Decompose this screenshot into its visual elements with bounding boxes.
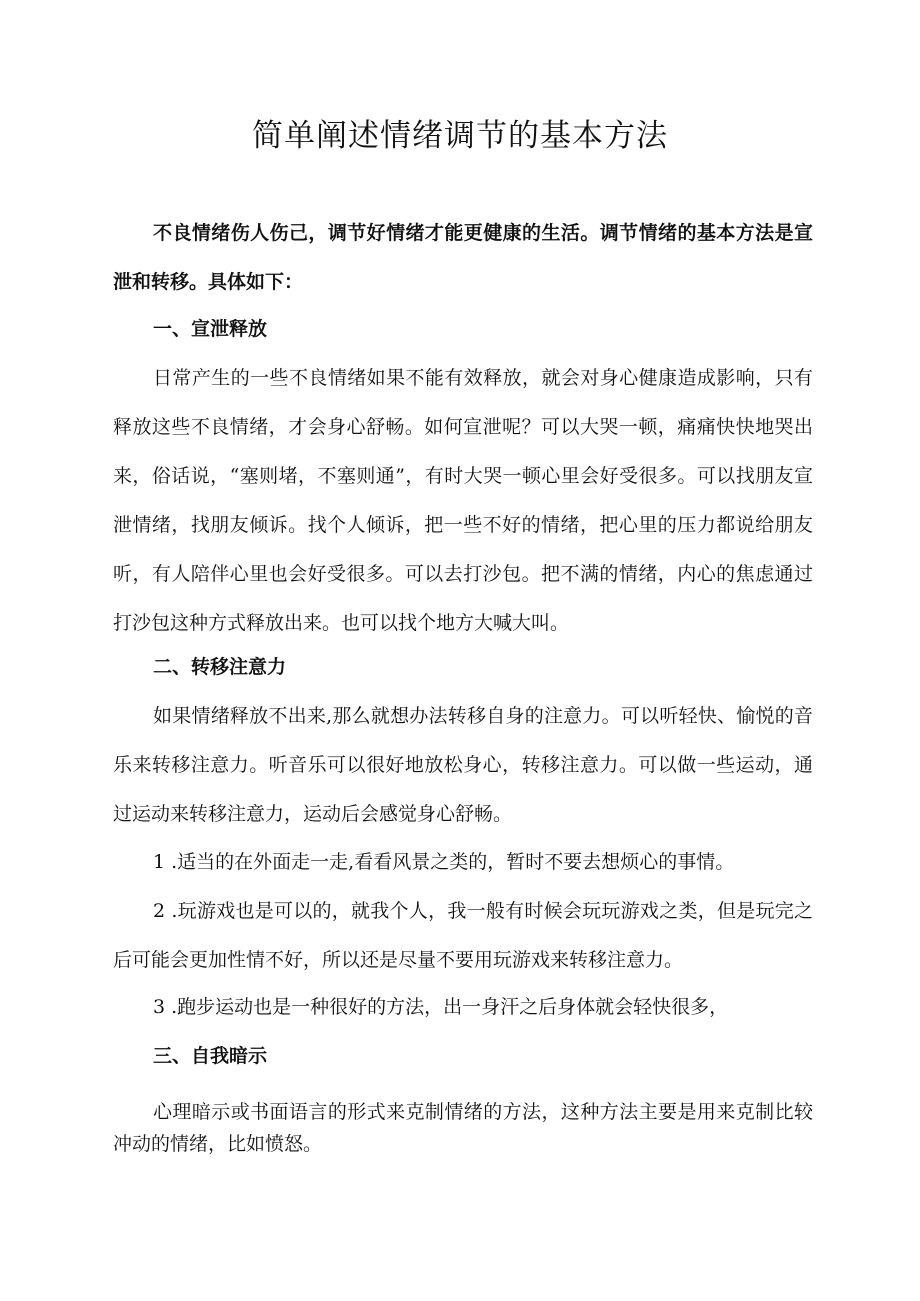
distraction-paragraph: 如果情绪释放不出来,那么就想办法转移自身的注意力。可以听轻快、愉悦的音乐来转移注意力。听音乐可以很好地放松身心，转移注意力。可以做一些运动，通过运动来转移注意力，运动后会感觉身心舒畅。: [113, 705, 813, 825]
distraction-item-1: 1 .适当的在外面走一走,看看风景之类的，暂时不要去想烦心的事情。: [153, 851, 735, 873]
distraction-item-2: 2 .玩游戏也是可以的，就我个人，我一般有时候会玩玩游戏之类，但是玩完之后可能会更加性情不好，所以还是尽量不要用玩游戏来转移注意力。: [113, 900, 813, 971]
intro-paragraph: 不良情绪伤人伤己，调节好情绪才能更健康的生活。调节情绪的基本方法是宣泄和转移。具体如下：: [113, 222, 813, 293]
section-heading-release: 一、宣泄释放: [153, 318, 268, 340]
section-heading-distraction: 二、转移注意力: [153, 656, 287, 678]
section-heading-suggestion: 三、自我暗示: [153, 1045, 268, 1067]
suggestion-paragraph: 心理暗示或书面语言的形式来克制情绪的方法，这种方法主要是用来克制比较冲动的情绪，比如愤怒。: [113, 1101, 813, 1155]
release-paragraph: 日常产生的一些不良情绪如果不能有效释放，就会对身心健康造成影响，只有释放这些不良情绪，才会身心舒畅。如何宣泄呢？可以大哭一顿，痛痛快快地哭出来，俗话说，“塞则堵，不塞则通”，有时大哭一顿心里会好受很多。可以找朋友宣泄情绪，找朋友倾诉。找个人倾诉，把一些不好的情绪，把心里的压力都说给朋友听，有人陪伴心里也会好受很多。可以去打沙包。把不满的情绪，内心的焦虑通过打沙包这种方式释放出来。也可以找个地方大喊大叫。: [113, 367, 813, 634]
distraction-item-3: 3 .跑步运动也是一种很好的方法，出一身汗之后身体就会轻快很多，: [153, 996, 729, 1018]
document-title: 简单阐述情绪调节的基本方法: [252, 118, 668, 154]
